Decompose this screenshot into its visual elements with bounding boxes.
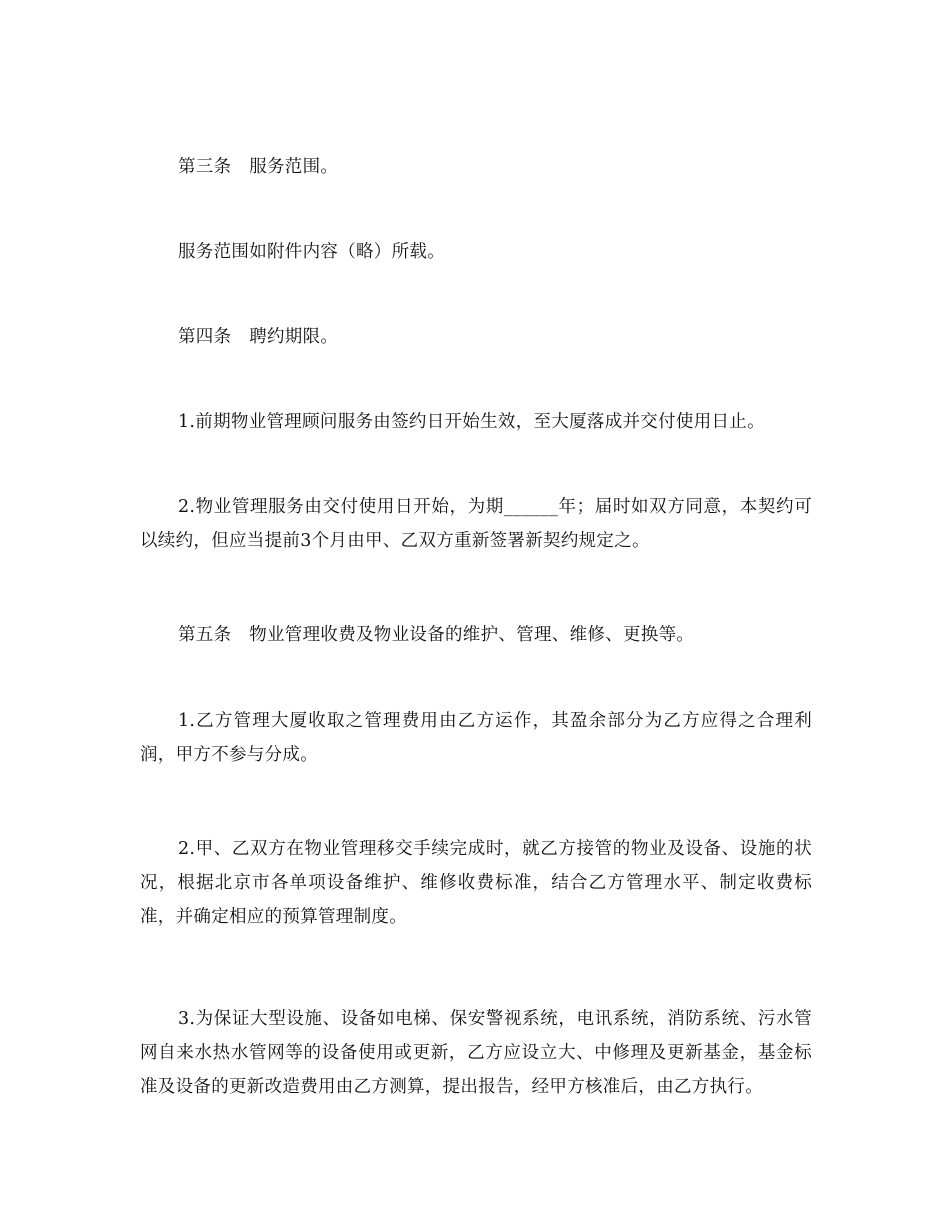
article-4-clause-1: 1.前期物业管理顾问服务由签约日开始生效，至大厦落成并交付使用日止。 — [178, 412, 765, 432]
article-5-clause-3: 3.为保证大型设施、设备如电梯、保安警视系统，电讯系统，消防系统、污水管网自来水热水管网等的设备使用或更新，乙方应设立大、中修理及更新基金，基金标准及设备的更新改造费用由乙方测算，提出报告，经甲方核准后，由乙方执行。 — [140, 1009, 812, 1097]
article-4-heading: 第四条 聘约期限。 — [178, 327, 339, 347]
article-3-body: 服务范围如附件内容（略）所载。 — [178, 242, 445, 262]
article-4-clause-2: 2.物业管理服务由交付使用日开始，为期______年；届时如双方同意，本契约可以续约，但应当提前3个月由甲、乙双方重新签署新契约规定之。 — [140, 497, 812, 551]
article-5-clause-1: 1.乙方管理大厦收取之管理费用由乙方运作，其盈余部分为乙方应得之合理利润，甲方不参与分成。 — [140, 711, 812, 765]
article-5-heading: 第五条 物业管理收费及物业设备的维护、管理、维修、更换等。 — [178, 625, 695, 645]
article-3-heading: 第三条 服务范围。 — [178, 157, 339, 177]
article-5-clause-2: 2.甲、乙双方在物业管理移交手续完成时，就乙方接管的物业及设备、设施的状况，根据北京市各单项设备维护、维修收费标准，结合乙方管理水平、制定收费标准，并确定相应的预算管理制度。 — [140, 839, 812, 927]
